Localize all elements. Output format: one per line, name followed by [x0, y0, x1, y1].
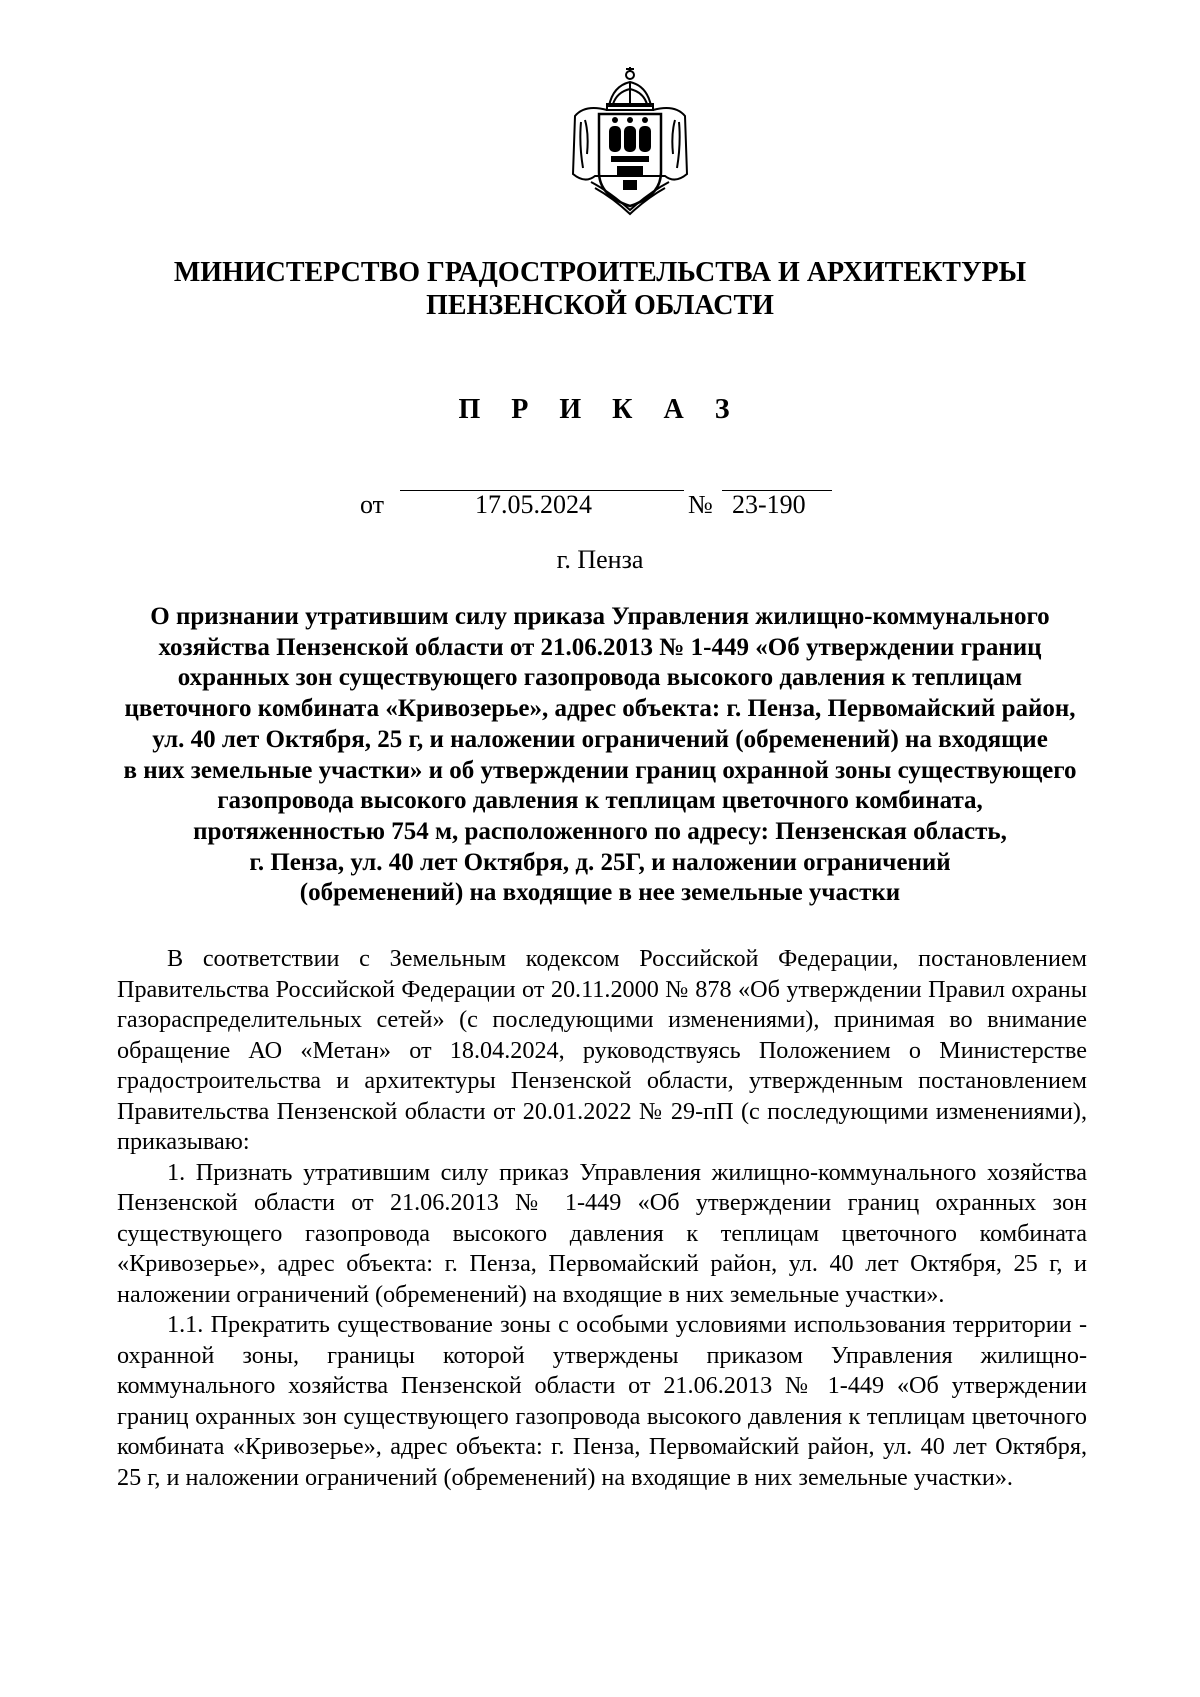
title-line: (обременений) на входящие в нее земельные участки [299, 879, 901, 907]
title-line: охранных зон существующего газопровода высокого давления к теплицам [177, 664, 1023, 692]
coat-of-arms-emblem [565, 64, 695, 216]
title-line: газопровода высокого давления к теплицам цветочного комбината, [217, 787, 983, 815]
title-line: хозяйства Пензенской области от 21.06.2013 № 1-449 «Об утверждении границ [158, 633, 1042, 661]
item-1-1-paragraph: 1.1. Прекратить существование зоны с особыми условиями использования территории - охранной зоны, границы которой утверждены приказом Управления жилищно-коммунального хозяйства Пензенской области от 21.06.2013 № 1-449 «Об утверждении границ охранных зон существующего газопровода высокого давления к теплицам цветочного комбината «Кривозерье», адрес объекта: г. Пенза, Первомайский район, ул. 40 лет Октября, 25 г, и наложении ограничений (обременений) на входящие в них земельные участки». [117, 1311, 1087, 1491]
order-body [117, 944, 1087, 1493]
title-line: О признании утратившим силу приказа Управления жилищно-коммунального [150, 603, 1050, 630]
title-line: протяженностью 754 м, расположенного по адресу: Пензенская область, [193, 817, 1007, 845]
date-label: от [360, 490, 385, 519]
document-type-heading: П Р И К А З [458, 394, 742, 425]
city-name: г. Пенза [556, 545, 644, 574]
title-line: в них земельные участки» и об утверждении границ охранной зоны существующего [123, 756, 1077, 784]
title-line: г. Пенза, ул. 40 лет Октября, д. 25Г, и наложении ограничений [249, 848, 951, 876]
title-line: цветочного комбината «Кривозерье», адрес объекта: г. Пенза, Первомайский район, [124, 695, 1076, 723]
order-number: 23-190 [732, 490, 806, 519]
authority-line-2: ПЕНЗЕНСКОЙ ОБЛАСТИ [426, 290, 774, 321]
order-date: 17.05.2024 [475, 490, 592, 519]
number-label: № [688, 490, 713, 519]
authority-line-1: МИНИСТЕРСТВО ГРАДОСТРОИТЕЛЬСТВА И АРХИТЕКТУРЫ [173, 257, 1027, 288]
title-line: ул. 40 лет Октября, 25 г, и наложении ограничений (обременений) на входящие [152, 725, 1048, 753]
item-1-paragraph: 1. Признать утратившим силу приказ Управления жилищно-коммунального хозяйства Пензенской области от 21.06.2013 № 1-449 «Об утверждении границ охранных зон существующего газопровода высокого давления к теплицам цветочного комбината «Кривозерье», адрес объекта: г. Пенза, Первомайский район, ул. 40 лет Октября, 25 г, и наложении ограничений (обременений) на входящие в них земельные участки». [117, 1158, 1087, 1308]
authority-name [100, 256, 1100, 322]
preamble-paragraph: В соответствии с Земельным кодексом Российской Федерации, постановлением Правительства Российской Федерации от 20.11.2000 № 878 «Об утверждении Правил охраны газораспределительных сетей» (с последующими изменениями), принимая во внимание обращение АО «Метан» от 18.04.2024, руководствуясь Положением о Министерстве градостроительства и архитектуры Пензенской области, утвержденным постановлением Правительства Пензенской области от 20.01.2022 № 29-пП (с последующими изменениями), приказываю: [117, 945, 1087, 1155]
order-title [110, 602, 1090, 909]
